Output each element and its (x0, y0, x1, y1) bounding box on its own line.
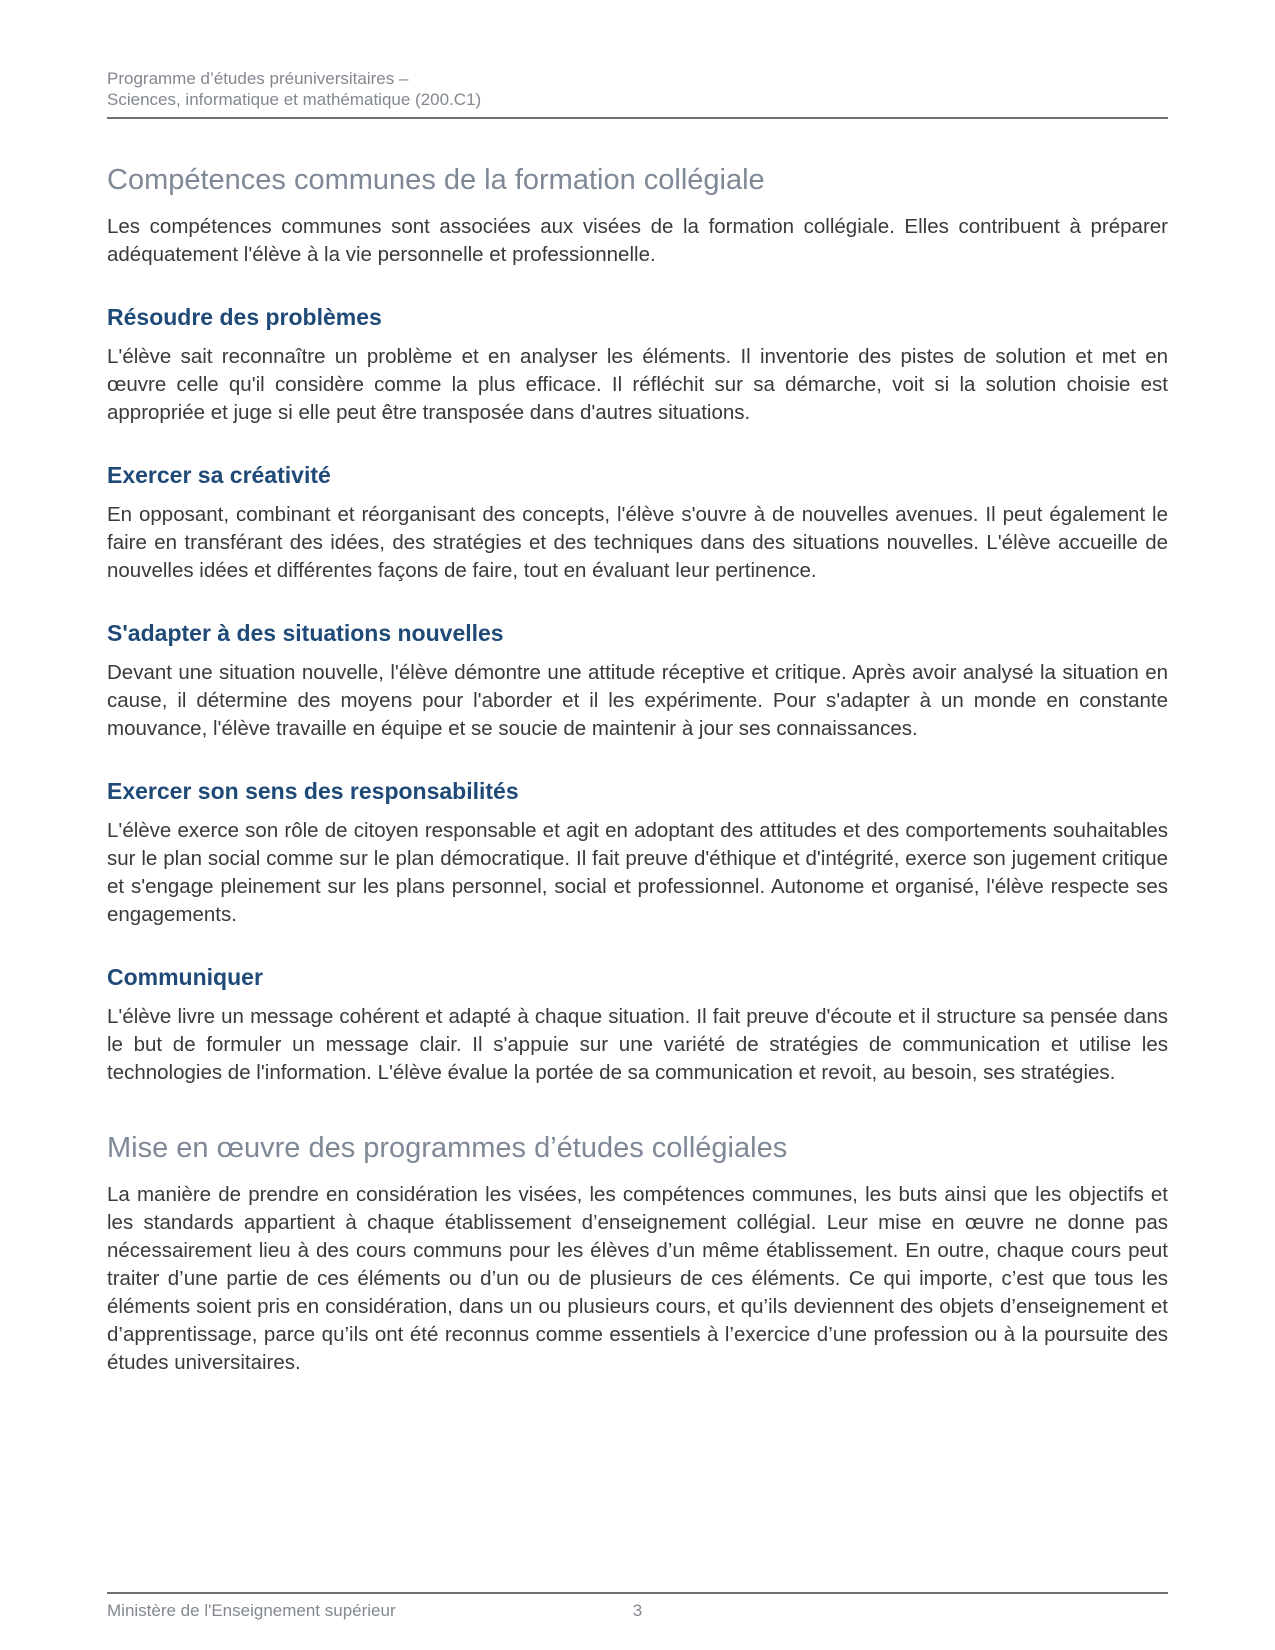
intro-paragraph: Les compétences communes sont associées aux visées de la formation collégiale. Elles contribuent à préparer adéquatement l'élève à la vie personnelle et professionnelle. (107, 215, 1168, 266)
section-sens-des-responsabilites (107, 777, 1168, 929)
heading-competences-communes: Compétences communes de la formation collégiale (107, 164, 765, 196)
page-header (107, 0, 1168, 119)
section-paragraph: Devant une situation nouvelle, l'élève démontre une attitude réceptive et critique. Après avoir analysé la situation en cause, il détermine des moyens pour l'aborder et il les expérimente. Pour s'adapter à un monde en constante mouvance, l'élève travaille en équipe et se soucie de maintenir à jour ses connaissances. (107, 661, 1168, 740)
mise-en-oeuvre-paragraph: La manière de prendre en considération les visées, les compétences communes, les buts ainsi que les objectifs et les standards appartient à chaque établissement d’enseignement collégial. Leur mise en œuvre ne donne pas nécessairement lieu à des cours communs pour les élèves d’un même établissement. En outre, chaque cours peut traiter d’une partie de ces éléments ou d’un ou de plusieurs de ces éléments. Ce qui importe, c’est que tous les éléments soient pris en considération, dans un ou plusieurs cours, et qu’ils deviennent des objets d’enseignement et d’apprentissage, parce qu’ils ont été reconnus comme essentiels à l’exercice d’une profession ou à la poursuite des études universitaires. (107, 1183, 1168, 1374)
footer-ministry-label: Ministère de l'Enseignement supérieur (107, 1601, 396, 1620)
section-paragraph: En opposant, combinant et réorganisant des concepts, l'élève s'ouvre à de nouvelles avenues. Il peut également le faire en transférant des idées, des stratégies et des techniques dans des situations nouvelles. L'élève accueille de nouvelles idées et différentes façons de faire, tout en évaluant leur pertinence. (107, 503, 1168, 582)
running-header (107, 68, 1168, 110)
footer-row (107, 1600, 1168, 1622)
section-resoudre-des-problemes (107, 303, 1168, 427)
document-body (107, 163, 1168, 1377)
section-communiquer (107, 963, 1168, 1087)
section-title: Exercer sa créativité (107, 462, 331, 488)
section-exercer-sa-creativite (107, 461, 1168, 585)
section-paragraph: L'élève sait reconnaître un problème et en analyser les éléments. Il inventorie des pistes de solution et met en œuvre celle qu'il considère comme la plus efficace. Il réfléchit sur sa démarche, voit si la solution choisie est appropriée et juge si elle peut être transposée dans d'autres situations. (107, 345, 1168, 424)
page-footer (107, 1592, 1168, 1622)
section-paragraph: L'élève livre un message cohérent et adapté à chaque situation. Il fait preuve d'écoute et il structure sa pensée dans le but de formuler un message clair. Il s'appuie sur une variété de stratégies de communication et utilise les technologies de l'information. L'élève évalue la portée de sa communication et revoit, au besoin, ses stratégies. (107, 1005, 1168, 1084)
section-paragraph: L'élève exerce son rôle de citoyen responsable et agit en adoptant des attitudes et des comportements souhaitables sur le plan social comme sur le plan démocratique. Il fait preuve d'éthique et d'intégrité, exerce son jugement critique et s'engage pleinement sur les plans personnel, social et professionnel. Autonome et organisé, l'élève respecte ses engagements. (107, 819, 1168, 926)
header-line-2: Sciences, informatique et mathématique (200.C1) (107, 90, 482, 109)
section-title: Communiquer (107, 964, 263, 990)
footer-page-number: 3 (632, 1601, 643, 1620)
footer-rule (107, 1592, 1168, 1594)
header-line-1: Programme d’études préuniversitaires – (107, 69, 409, 88)
section-title: S'adapter à des situations nouvelles (107, 620, 504, 646)
header-rule (107, 117, 1168, 119)
section-title: Résoudre des problèmes (107, 304, 382, 330)
section-title: Exercer son sens des responsabilités (107, 778, 519, 804)
section-sadapter-situations-nouvelles (107, 619, 1168, 743)
heading-mise-en-oeuvre: Mise en œuvre des programmes d’études collégiales (107, 1132, 788, 1164)
